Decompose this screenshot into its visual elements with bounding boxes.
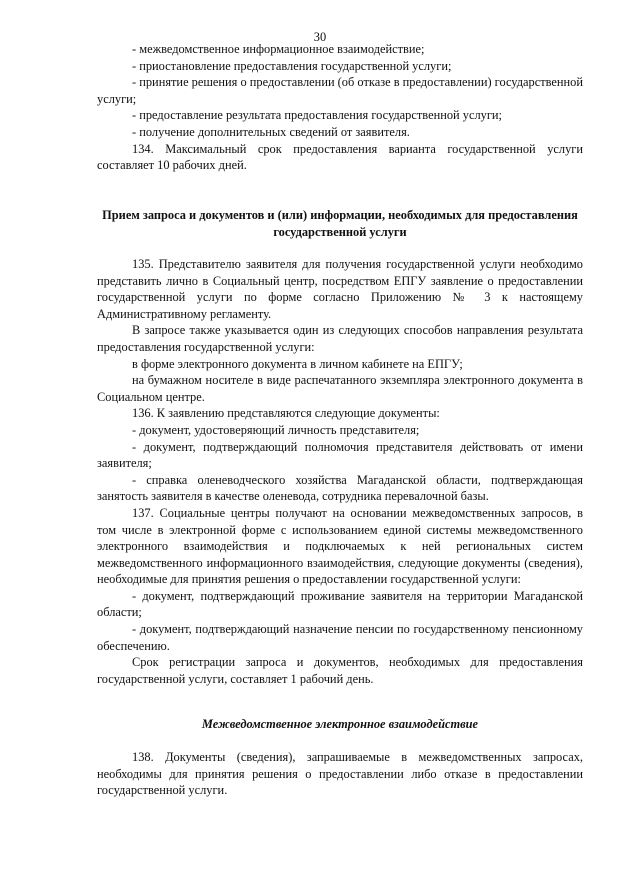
paragraph: В запросе также указывается один из следующих способов направления результата предоставления государственной услуги:	[97, 323, 583, 354]
paragraph-134: 134. Максимальный срок предоставления варианта государственной услуги составляет 10 рабочих дней.	[97, 141, 583, 173]
section-heading-1-block	[97, 207, 583, 240]
list-item: - справка оленеводческого хозяйства Магаданской области, подтверждающая занятость заявителя в качестве оленевода, сотрудника перевалочной базы.	[97, 472, 583, 504]
paragraph-137: 137. Социальные центры получают на основании межведомственных запросов, в том числе в электронной форме с использованием единой системы межведомственного электронного взаимодействия и подключаемых к ней региональных систем межведомственного информационного взаимодействия, следующие документы (сведения), необходимые для принятия решения о предоставлении государственной услуги:	[97, 505, 583, 587]
top-items-block	[97, 41, 583, 174]
list-item: - документ, подтверждающий полномочия представителя действовать от имени заявителя;	[97, 439, 583, 471]
paragraph-136: 136. К заявлению представляются следующие документы:	[132, 406, 440, 421]
list-item: - документ, удостоверяющий личность представителя;	[132, 422, 420, 437]
paragraph: Срок регистрации запроса и документов, необходимых для предоставления государственной услуги, составляет 1 рабочий день.	[97, 655, 583, 686]
section-heading-2-block	[97, 716, 583, 733]
list-item: - получение дополнительных сведений от заявителя.	[132, 124, 410, 139]
paragraph: на бумажном носителе в виде распечатанного экземпляра электронного документа в Социальном центре.	[97, 373, 583, 404]
list-item: - документ, подтверждающий проживание заявителя на территории Магаданской области;	[97, 588, 583, 620]
list-item: - приостановление предоставления государственной услуги;	[132, 58, 452, 73]
paragraph-138: 138. Документы (сведения), запрашиваемые в межведомственных запросах, необходимы для принятия решения о предоставлении либо отказе в предоставлении государственной услуги.	[97, 750, 583, 798]
section-heading-interagency: Межведомственное электронное взаимодействие	[201, 717, 479, 731]
list-item: - межведомственное информационное взаимодействие;	[132, 42, 425, 56]
paragraph-135: 135. Представителю заявителя для получения государственной услуги необходимо представить лично в Социальный центр, посредством ЕПГУ заявление о предоставлении государственной услуги по форме согласно Приложению № 3 к настоящему Административному регламенту.	[97, 257, 583, 321]
list-item: - предоставление результата предоставления государственной услуги;	[132, 108, 502, 123]
section-1-body	[97, 256, 583, 687]
page-number: 30	[313, 30, 327, 44]
section-heading-reception: Прием запроса и документов и (или) информации, необходимых для предоставления государственной услуги	[102, 208, 578, 239]
list-item: - документ, подтверждающий назначение пенсии по государственному пенсионному обеспечению.	[97, 622, 583, 653]
section-2-body	[97, 749, 583, 799]
paragraph: в форме электронного документа в личном кабинете на ЕПГУ;	[132, 356, 463, 371]
list-item: - принятие решения о предоставлении (об отказе в предоставлении) государственной услуги;	[97, 75, 583, 106]
